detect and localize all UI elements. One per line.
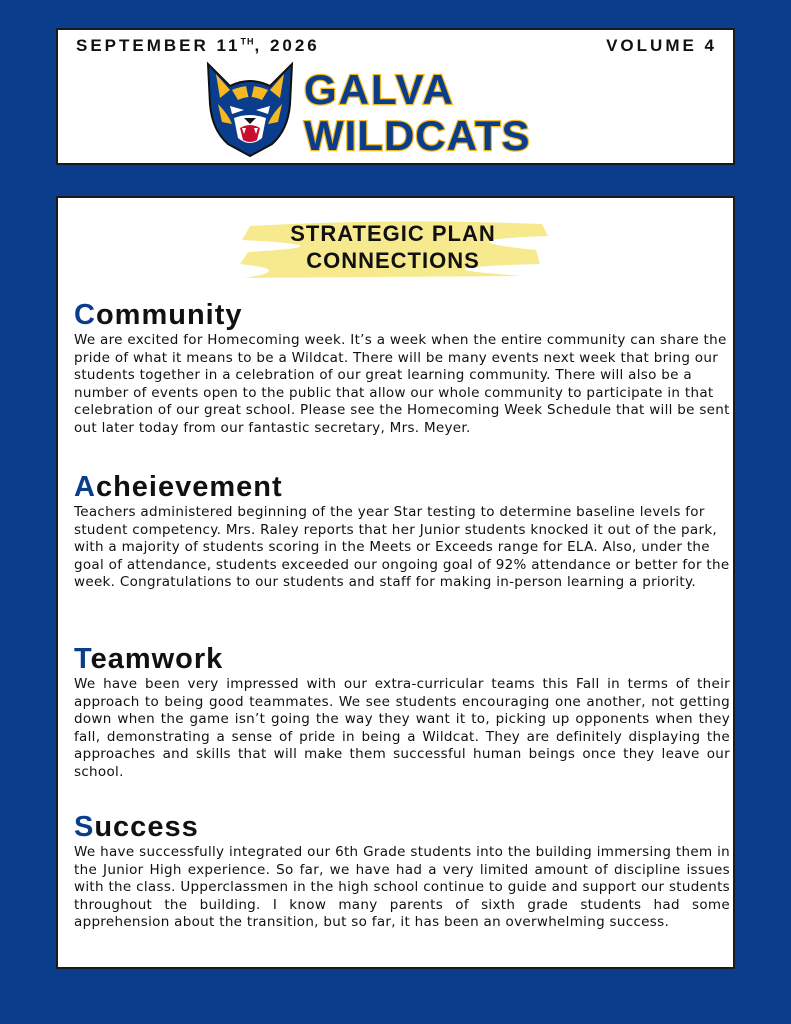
section-heading: Teamwork: [74, 643, 224, 675]
section-achievement: [74, 470, 730, 592]
section-body: Teachers administered beginning of the year Star testing to determine baseline levels for student competency. Mrs. Raley reports that her Junior students knocked it out of the park, with a majority of students scoring in the Meets or Exceeds range for ELA. Also, under the goal of attendance, students exceeded our ongoing goal of 92% attendance or better for the week. Congratulations to our students and staff for making in-person learning a priority.: [74, 504, 730, 590]
issue-date: SEPTEMBER 11TH, 2026: [76, 36, 320, 55]
banner-title: STRATEGIC PLAN CONNECTIONS: [290, 221, 496, 273]
wordmark-line2: WILDCATS: [304, 112, 531, 156]
section-heading: Success: [74, 811, 199, 843]
section-banner: [236, 216, 550, 282]
wordmark-line1: GALVA: [304, 66, 455, 113]
section-heading: Community: [74, 299, 243, 331]
newsletter-header: [56, 28, 735, 165]
wildcat-logo-icon: [202, 60, 298, 158]
section-heading: Acheievement: [74, 471, 283, 503]
section-community: [74, 298, 730, 437]
strategic-plan-panel: [56, 196, 735, 969]
section-teamwork: [74, 642, 730, 781]
section-body: We are excited for Homecoming week. It’s a week when the entire community can share the pride of what it means to be a Wildcat. There will be many events next week that bring our students together in a celebration of our great learning community. There will also be a number of events open to the public that allow our whole community to participate in that celebration of our great school. Please see the Homecoming Week Schedule that will be sent out later today from our fantastic secretary, Mrs. Meyer.: [74, 332, 730, 436]
issue-volume: VOLUME 4: [606, 36, 717, 55]
section-body: We have successfully integrated our 6th Grade students into the building immersing them in the Junior High experience. So far, we have had a very limited amount of discipline issues with the class. Upperclassmen in the high school continue to guide and support our students throughout the building. I know many parents of sixth grade students had some apprehension about the transition, but so far, it has been an overwhelming success.: [74, 844, 730, 930]
galva-wildcats-wordmark: [302, 66, 592, 156]
section-success: [74, 810, 730, 932]
section-body: We have been very impressed with our extra-curricular teams this Fall in terms of their approach to being good teammates. We see students encouraging one another, not getting down when the game isn’t going the way they want it to, picking up opponents when they fall, demonstrating a sense of pride in being a Wildcat. They are definitely displaying the approaches and skills that will make them successful human beings once they leave our school.: [74, 676, 730, 780]
